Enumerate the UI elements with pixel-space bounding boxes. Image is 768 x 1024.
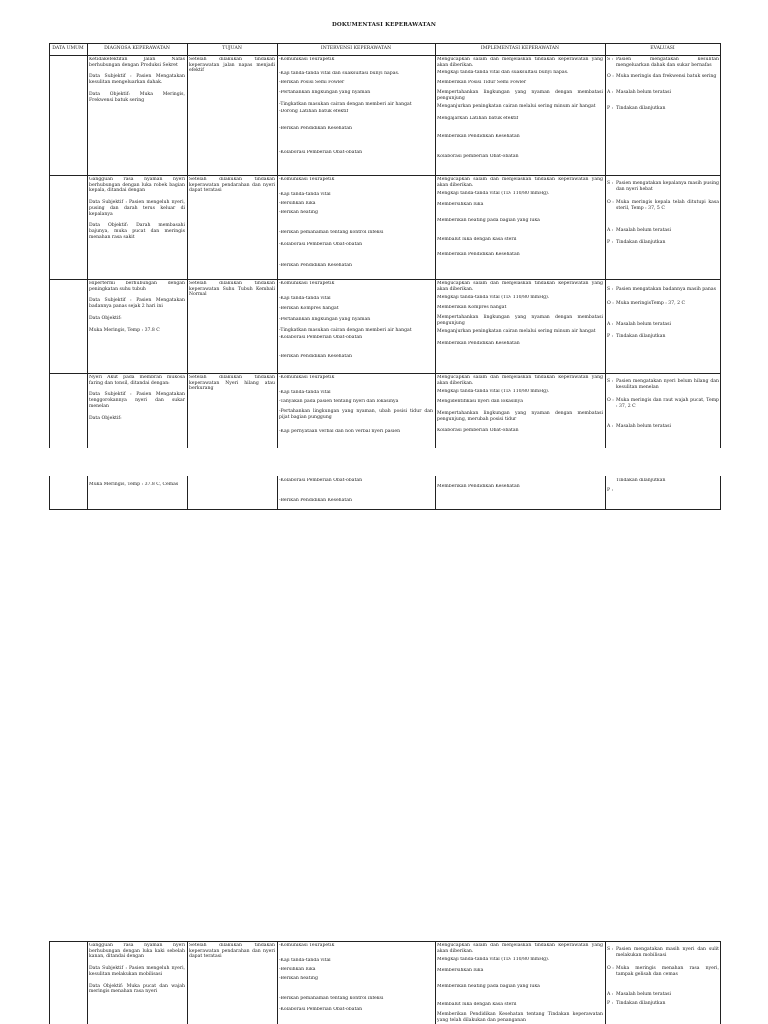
evaluation-key: P : bbox=[607, 334, 614, 340]
cell-text: -Berikan heating bbox=[279, 976, 318, 982]
evaluation-entry bbox=[607, 966, 719, 977]
cell-text: -Tanyakan pada pasien tentang nyeri dan lokasinya bbox=[279, 399, 399, 405]
row-1-intervensi bbox=[279, 57, 433, 173]
evaluation-key: S : bbox=[607, 181, 614, 186]
evaluation-key: O : bbox=[607, 74, 614, 80]
cell-text: -Kolaborasi Pemberian Obat-obatan bbox=[279, 150, 363, 156]
cell-text: -Kolaborasi Pemberian Obat-obatan bbox=[279, 478, 363, 483]
evaluation-entry bbox=[607, 488, 719, 494]
evaluation-key: A : bbox=[607, 423, 614, 429]
evaluation-key: S : bbox=[607, 379, 614, 384]
cell-text: -Berikan Pendidikan Kesehatan bbox=[279, 354, 352, 360]
evaluation-text: Pasien mengatakan badannya masih panas bbox=[616, 287, 716, 292]
cell-text: Memberikan Pendidikan Kesehatan bbox=[437, 484, 520, 489]
cell-text: Memberikan Posisi Tidur Semi Fowler bbox=[437, 80, 527, 86]
cell-text: Mengucapkan salam dan menjelaskan tindakan keperawatan yang akan diberikan. bbox=[437, 943, 603, 954]
cell-text: Mengkaji tanda-tanda vital (TD: 110/80 mmHg). bbox=[437, 191, 550, 197]
cell-text: Data Objektif: Muka pucat dan wajah meringis menahan rasa nyeri bbox=[89, 983, 185, 995]
cell-text: Mempertahankan lingkungan yang nyaman dengan membatasi pengunjung bbox=[437, 89, 603, 101]
row-4-evaluasi bbox=[607, 375, 719, 448]
evaluation-key: A : bbox=[607, 991, 614, 997]
cell-text: -Berikan heating bbox=[279, 210, 318, 216]
evaluation-entry bbox=[607, 398, 719, 409]
evaluation-text: Tindakan dilanjutkan bbox=[616, 239, 666, 245]
evaluation-key: S : bbox=[607, 287, 614, 292]
cell-text: -Berikan Kompres hangat bbox=[279, 306, 339, 312]
cell-text: Muka Meringis, Temp : 37.8 C bbox=[89, 327, 160, 333]
cell-text: Memberikan heating pada bagian yang luka bbox=[437, 983, 540, 989]
cell-text: Memberikan Pendidikan Kesehatan bbox=[437, 133, 520, 139]
cell-text: Mengkaji tanda-tanda vital dan suaksultasi bunyi napas. bbox=[437, 70, 569, 76]
evaluation-text: Pasien mengatakan kesulitan mengeluarkan dahak dan sukar bernafas bbox=[616, 57, 719, 68]
evaluation-key: P : bbox=[607, 239, 614, 245]
cell-text: Data Subjektif : Pasien mengeluh nyeri, kesulitan melakukan mobilisasi bbox=[89, 966, 185, 977]
row-2-diagnosa bbox=[89, 177, 185, 277]
cell-text: -Komunikasi Teurapetik bbox=[279, 375, 335, 380]
evaluation-key: A : bbox=[607, 90, 614, 96]
nursing-table bbox=[49, 43, 721, 448]
continuation-table bbox=[49, 476, 721, 510]
cell-text: Mengajarkan Latihan batuk efektif bbox=[437, 116, 519, 122]
evaluation-entry bbox=[607, 334, 719, 340]
row-2-evaluasi bbox=[607, 177, 719, 277]
evaluation-entry bbox=[607, 228, 719, 234]
cell-text: -Komunikasi Teurapetik bbox=[279, 57, 335, 62]
cell-text: -Bersihkan luka bbox=[279, 201, 316, 207]
row-1-evaluasi bbox=[607, 57, 719, 173]
evaluation-entry bbox=[607, 478, 719, 484]
bottom-row-intervensi bbox=[279, 943, 433, 1024]
evaluation-text: Masalah belum teratasi bbox=[616, 227, 671, 233]
cell-text: -Tingkatkan masukan cairan dengan memberi air hangat bbox=[279, 327, 412, 333]
evaluation-text: Muka meringis dan raut wajah pucat, Temp : 37, 2 C bbox=[616, 398, 719, 410]
cell-text: Setelah dilakukan tindakan keperawatan Nyeri hilang atau berkurang bbox=[189, 375, 275, 392]
cell-text: Mempertahankan lingkungan yang nyaman dengan membatasi pengunjung bbox=[437, 314, 603, 326]
cell-text: Memberikan Pendidikan Kesehatan bbox=[437, 252, 520, 258]
evaluation-text: Pasien mengatakan nyeri belum hilang dan kesulitan menelan bbox=[616, 379, 719, 390]
cell-text: -Komunikasi Teurapetik bbox=[279, 943, 335, 948]
cell-text: -Komunikasi Teurapetik bbox=[279, 177, 335, 182]
cell-text: Setelah dilakukan tindakan keperawatan pendarahan dan nyeri dapat teratasi bbox=[189, 177, 275, 194]
cell-text: Data Objektif: bbox=[89, 315, 122, 321]
evaluation-entry bbox=[607, 301, 719, 307]
cell-text: Membalut luka dengan kasa steril bbox=[437, 236, 517, 242]
evaluation-text: Muka meringis kepala telah ditutupi kasa steril, Temp : 37, 5 C bbox=[616, 200, 719, 212]
header-diagnosa: DIAGNOSA KEPERAWATAN bbox=[104, 46, 170, 52]
cell-text: Kolaborasi pemberian Obat-obatan bbox=[437, 153, 519, 159]
evaluation-entry bbox=[607, 240, 719, 246]
bottom-row-evaluasi bbox=[607, 943, 719, 1024]
cell-text: Mengkaji tanda-tanda vital (TD: 110/80 mmHg). bbox=[437, 295, 550, 301]
cell-text: -Kolaborasi Pemberian Obat-obatan bbox=[279, 334, 363, 340]
cell-text: Mengkaji tanda-tanda vital (TD: 110/80 mmHg). bbox=[437, 957, 550, 963]
row-4-tujuan bbox=[189, 375, 275, 448]
evaluation-entry bbox=[607, 90, 719, 96]
row-3-intervensi bbox=[279, 281, 433, 371]
evaluation-text: Muka meringis menahan rasa nyeri, tampak gelisah dan cemas bbox=[616, 966, 719, 978]
cell-text: Setelah dilakukan tindakan keperawatan Suhu Tubuh Kembali Normal bbox=[189, 281, 275, 298]
evaluation-key: O : bbox=[607, 966, 614, 972]
cell-text: -Pertahankan lingkungan yang nyaman bbox=[279, 90, 371, 96]
evaluation-text: Muka meringis dan frekwensi batuk sering bbox=[616, 74, 717, 80]
row-1-diagnosa bbox=[89, 57, 185, 173]
cell-text: Nyeri Akut pada membran mukosa faring dan tonsil, ditandai dengan: bbox=[89, 375, 185, 386]
evaluation-key: S : bbox=[607, 57, 614, 62]
cell-text: -Kaji tanda-tanda vital dan suaksultasi bunyi napas. bbox=[279, 70, 400, 76]
evaluation-entry bbox=[607, 74, 719, 80]
evaluation-key: S : bbox=[607, 947, 614, 952]
evaluation-text bbox=[616, 488, 719, 494]
cell-text: -Bersihkan luka bbox=[279, 967, 316, 973]
cell-text: Gangguan rasa nyaman nyeri berhubungan dengan luka robek bagian kepala, ditandai dengan bbox=[89, 177, 185, 194]
row-3-implementasi bbox=[437, 281, 603, 371]
cell-text: -Berikan Posisi Semi Fowler bbox=[279, 80, 345, 86]
cell-text: Menganjurkan peningkatan cairan melalui sering minum air hangat bbox=[437, 104, 596, 110]
row-4-implementasi bbox=[437, 375, 603, 448]
bottom-row-diagnosa bbox=[89, 943, 185, 1024]
cell-text: Membalut luka dengan kasa steril bbox=[437, 1001, 517, 1007]
evaluation-key: P : bbox=[607, 1000, 614, 1006]
cell-text: -Pertahankan lingkungan yang nyaman, ubah posisi tidur dan pijat bagian punggung bbox=[279, 409, 433, 420]
cell-text: Data Subjektif : Pasien Mengatakan tenggorokannya nyeri dan sukar menelan bbox=[89, 392, 185, 409]
cell-text: -Berikan Pendidikan Kesehatan bbox=[279, 126, 352, 132]
evaluation-entry bbox=[607, 200, 719, 211]
cell-text: Membersihkan luka bbox=[437, 968, 484, 974]
row-3-tujuan bbox=[189, 281, 275, 371]
cell-text: -Kolaborasi Pemberian Obat-obatan bbox=[279, 1006, 363, 1012]
header-implementasi: IMPLEMENTASI KEPERAWATAN bbox=[480, 46, 560, 52]
row-2-tujuan bbox=[189, 177, 275, 277]
row-4-diagnosa bbox=[89, 375, 185, 448]
row-4-intervensi bbox=[279, 375, 433, 448]
cell-text: Membersihkan luka bbox=[437, 202, 484, 208]
row-3-diagnosa bbox=[89, 281, 185, 371]
cell-text: -Pertahankan lingkungan yang nyaman bbox=[279, 317, 371, 323]
evaluation-entry bbox=[607, 947, 719, 958]
continuation-intervensi bbox=[279, 478, 433, 508]
next-page-table bbox=[49, 941, 721, 1024]
evaluation-key: O : bbox=[607, 398, 614, 404]
evaluation-text: Masalah belum teratasi bbox=[616, 90, 671, 96]
cell-text: Mengucapkan salam dan menjelaskan tindakan keperawatan yang akan diberikan. bbox=[437, 375, 603, 386]
cell-text: Data Objektif: bbox=[89, 415, 122, 421]
header-data-umum: DATA UMUM bbox=[52, 46, 84, 52]
cell-text: Memberikan Kompres hangat bbox=[437, 305, 507, 311]
cell-text: Hipertermi berhubungan dengan peningkatan suhu tubuh bbox=[89, 281, 185, 292]
cell-text: -Kaji pernyataan verbal dan non verbal nyeri pasien bbox=[279, 428, 401, 434]
row-3-evaluasi bbox=[607, 281, 719, 371]
cell-text: -Kaji tanda-tanda vital bbox=[279, 957, 331, 963]
cell-text: Setelah dilakukan tindakan keperawatan pendarahan dan nyeri dapat teratasi bbox=[189, 943, 275, 960]
document-title: DOKUMENTASI KEPERAWATAN bbox=[331, 22, 437, 28]
cell-text: Muka Meringis, Temp : 37.8 C, Cemas bbox=[89, 482, 179, 487]
evaluation-text: Masalah belum teratasi bbox=[616, 423, 671, 429]
evaluation-text: Tindakan dilanjutkan bbox=[616, 1000, 666, 1006]
cell-text: Gangguan rasa nyaman nyeri berhubungan dengan luka kaki sebelah kanan, ditandai dengan bbox=[89, 943, 185, 960]
row-1-implementasi bbox=[437, 57, 603, 173]
cell-text: -Berikan pemahaman tentang kontrol infeksi bbox=[279, 229, 384, 235]
cell-text: -Komunikasi Teurapetik bbox=[279, 281, 335, 286]
cell-text: -Kaji tanda-tanda vital bbox=[279, 389, 331, 395]
evaluation-entry bbox=[607, 106, 719, 112]
cell-text: Mengucapkan salam dan menjelaskan tindakan keperawatan yang akan diberikan. bbox=[437, 177, 603, 188]
evaluation-text: Pasien mengatakan kepalanya masih pusing dan nyeri hebat bbox=[616, 181, 719, 192]
evaluation-entry bbox=[607, 181, 719, 192]
cell-text: Data Subjektif : Pasien Mengatakan kesulitan mengeluarkan dahak. bbox=[89, 74, 185, 86]
evaluation-entry bbox=[607, 57, 719, 68]
cell-text: Data Objektif: Darah membasahi bajunya, muka pucat dan meringis menahan rasa sakit bbox=[89, 223, 185, 240]
cell-text: -Berikan Pendidikan Kesehatan bbox=[279, 497, 352, 503]
header-intervensi: INTERVENSI KEPERAWATAN bbox=[320, 46, 392, 52]
cell-text: Data Subjektif : Pasien mengeluh nyeri, pusing dan darah terus keluar di kepalanya bbox=[89, 200, 185, 217]
evaluation-key bbox=[607, 478, 616, 484]
evaluation-text: Pasien mengatakan masih nyeri dan sulit melakukan mobilisasi bbox=[616, 947, 719, 958]
evaluation-key: A : bbox=[607, 322, 614, 328]
cell-text: -Berikan pemahaman tentang kontrol infeksi bbox=[279, 995, 384, 1001]
evaluation-entry bbox=[607, 424, 719, 430]
evaluation-entry bbox=[607, 322, 719, 328]
cell-text: Memberikan Pendidikan Kesehatan bbox=[437, 341, 520, 347]
evaluation-key: O : bbox=[607, 300, 614, 306]
evaluation-entry bbox=[607, 379, 719, 390]
cell-text: Mengkaji tanda-tanda vital (TD: 110/80 mmHg). bbox=[437, 389, 550, 395]
evaluation-text: Tindakan dilanjutkan bbox=[616, 105, 666, 111]
cell-text: Mengucapkan salam dan menjelaskan tindakan keperawatan yang akan diberikan. bbox=[437, 57, 603, 68]
cell-text: Ketidakefektifan Jalan Nafas berhubungan dengan Produksi Sekret bbox=[89, 57, 185, 68]
cell-text: Menganjurkan peningkatan cairan melalui sering minum air hangat bbox=[437, 329, 596, 335]
evaluation-text: Masalah belum teratasi bbox=[616, 322, 671, 328]
cell-text: Mengidentifikasi nyeri dan lokasinya bbox=[437, 399, 523, 405]
cell-text: -Kaji tanda-tanda vital bbox=[279, 295, 331, 301]
cell-text: -Kaji tanda-tanda vital bbox=[279, 191, 331, 197]
cell-text: Kolaborasi pemberian Obat-obatan bbox=[437, 428, 519, 434]
evaluation-entry bbox=[607, 992, 719, 998]
header-evaluasi: EVALUASI bbox=[650, 46, 675, 52]
evaluation-entry bbox=[607, 287, 719, 293]
cell-text: -Dorong Latihan batuk efektif bbox=[279, 108, 349, 114]
row-2-implementasi bbox=[437, 177, 603, 277]
header-tujuan: TUJUAN bbox=[222, 46, 242, 52]
cell-text: Mempertahankan lingkungan yang nyaman dengan membatasi pengunjung, merubah posisi tidur bbox=[437, 410, 603, 422]
evaluation-text: Muka meringisTemp : 37, 2 C bbox=[616, 300, 685, 306]
row-2-intervensi bbox=[279, 177, 433, 277]
evaluation-text: Tindakan dilanjutkan bbox=[616, 478, 666, 483]
evaluation-text: Tindakan dilanjutkan bbox=[616, 334, 666, 340]
evaluation-key: P : bbox=[607, 487, 614, 493]
evaluation-text: Masalah belum teratasi bbox=[616, 991, 671, 997]
row-1-tujuan bbox=[189, 57, 275, 173]
continuation-diagnosa bbox=[89, 482, 185, 506]
cell-text: -Berikan Pendidikan Kesehatan bbox=[279, 263, 352, 269]
cell-text: Memberikan Pendidikan Kesehatan tentang Tindakan keperawatan yang telah dilakukan dan penanganan bbox=[437, 1012, 603, 1024]
cell-text: Data Objektif: Muka Meringis, Frekwensi batuk sering bbox=[89, 91, 185, 103]
bottom-row-tujuan bbox=[189, 943, 275, 1024]
cell-text: -Tingkatkan masukan cairan dengan memberi air hangat bbox=[279, 101, 412, 107]
cell-text: Data Subjektif : Pasien Mengatakan badannya panas sejak 2 hari ini bbox=[89, 298, 185, 310]
cell-text: -Kolaborasi Pemberian Obat-obatan bbox=[279, 241, 363, 247]
continuation-implementasi bbox=[437, 484, 603, 504]
evaluation-key: A : bbox=[607, 227, 614, 233]
evaluation-key: O : bbox=[607, 200, 614, 206]
cell-text: Mengucapkan salam dan menjelaskan tindakan keperawatan yang akan diberikan. bbox=[437, 281, 603, 292]
cell-text: Setelah dilakukan tindakan keperawatan jalan napas menjadi efektif bbox=[189, 57, 275, 74]
bottom-row-implementasi bbox=[437, 943, 603, 1024]
evaluation-entry bbox=[607, 1001, 719, 1007]
continuation-evaluasi bbox=[607, 478, 719, 508]
cell-text: Memberikan heating pada bagian yang luka bbox=[437, 217, 540, 223]
evaluation-key: P : bbox=[607, 105, 614, 111]
